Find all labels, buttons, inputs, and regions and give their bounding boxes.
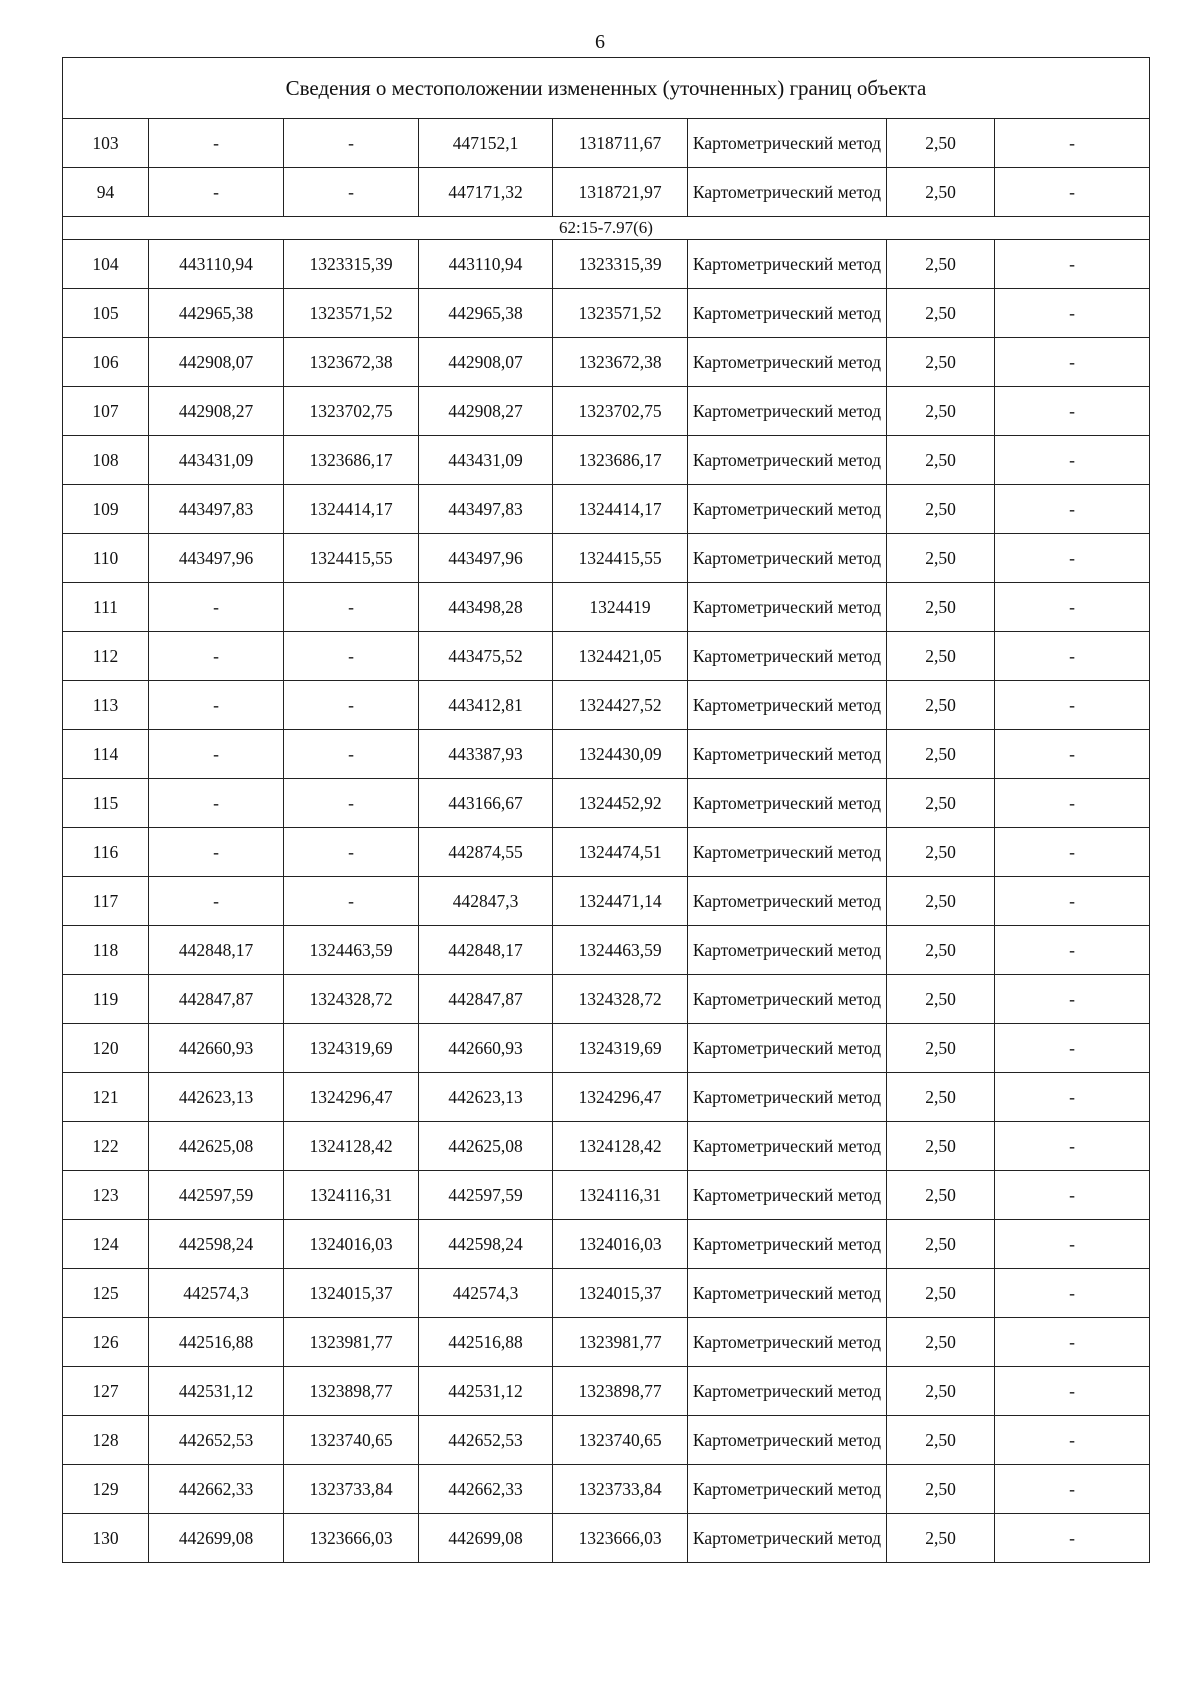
point-number-cell: 114 — [63, 730, 149, 779]
existing-x-cell: 442652,53 — [149, 1416, 284, 1465]
table-row — [63, 583, 1150, 632]
new-x-cell: 443431,09 — [419, 436, 553, 485]
description-cell: - — [995, 1073, 1150, 1122]
new-y-cell: 1323571,52 — [553, 289, 688, 338]
method-cell: Картометрический метод — [688, 779, 887, 828]
existing-x-cell: 443497,83 — [149, 485, 284, 534]
new-y-cell: 1324414,17 — [553, 485, 688, 534]
existing-x-cell: 442662,33 — [149, 1465, 284, 1514]
new-x-cell: 443412,81 — [419, 681, 553, 730]
existing-y-cell: 1324415,55 — [284, 534, 419, 583]
accuracy-cell: 2,50 — [887, 583, 995, 632]
new-x-cell: 443166,67 — [419, 779, 553, 828]
new-y-cell: 1323740,65 — [553, 1416, 688, 1465]
method-cell: Картометрический метод — [688, 730, 887, 779]
table-row — [63, 877, 1150, 926]
existing-y-cell: - — [284, 681, 419, 730]
point-number-cell: 106 — [63, 338, 149, 387]
section-label: 62:15-7.97(6) — [63, 217, 1150, 240]
accuracy-cell: 2,50 — [887, 1269, 995, 1318]
method-cell: Картометрический метод — [688, 1171, 887, 1220]
existing-x-cell: 442516,88 — [149, 1318, 284, 1367]
new-x-cell: 442847,87 — [419, 975, 553, 1024]
description-cell: - — [995, 1024, 1150, 1073]
table-row — [63, 1073, 1150, 1122]
new-x-cell: 442908,07 — [419, 338, 553, 387]
description-cell: - — [995, 1416, 1150, 1465]
existing-x-cell: 442625,08 — [149, 1122, 284, 1171]
new-y-cell: 1324116,31 — [553, 1171, 688, 1220]
table-row — [63, 1220, 1150, 1269]
existing-y-cell: - — [284, 632, 419, 681]
description-cell: - — [995, 338, 1150, 387]
description-cell: - — [995, 534, 1150, 583]
table-row — [63, 387, 1150, 436]
new-y-cell: 1324296,47 — [553, 1073, 688, 1122]
accuracy-cell: 2,50 — [887, 681, 995, 730]
existing-y-cell: - — [284, 168, 419, 217]
point-number-cell: 116 — [63, 828, 149, 877]
new-x-cell: 442965,38 — [419, 289, 553, 338]
table-row — [63, 1465, 1150, 1514]
new-y-cell: 1324463,59 — [553, 926, 688, 975]
page-number: 6 — [595, 31, 605, 53]
table-row — [63, 338, 1150, 387]
existing-x-cell: - — [149, 632, 284, 681]
method-cell: Картометрический метод — [688, 1122, 887, 1171]
new-x-cell: 442531,12 — [419, 1367, 553, 1416]
new-x-cell: 442660,93 — [419, 1024, 553, 1073]
existing-x-cell: 442848,17 — [149, 926, 284, 975]
point-number-cell: 118 — [63, 926, 149, 975]
table-row — [63, 534, 1150, 583]
point-number-cell: 112 — [63, 632, 149, 681]
description-cell: - — [995, 485, 1150, 534]
existing-y-cell: 1323740,65 — [284, 1416, 419, 1465]
method-cell: Картометрический метод — [688, 1465, 887, 1514]
method-cell: Картометрический метод — [688, 436, 887, 485]
existing-y-cell: 1323898,77 — [284, 1367, 419, 1416]
point-number-cell: 109 — [63, 485, 149, 534]
accuracy-cell: 2,50 — [887, 1073, 995, 1122]
new-x-cell: 443497,83 — [419, 485, 553, 534]
method-cell: Картометрический метод — [688, 975, 887, 1024]
existing-y-cell: 1323672,38 — [284, 338, 419, 387]
description-cell: - — [995, 1514, 1150, 1563]
description-cell: - — [995, 632, 1150, 681]
new-x-cell: 442598,24 — [419, 1220, 553, 1269]
table-title-row — [63, 58, 1150, 119]
new-y-cell: 1323981,77 — [553, 1318, 688, 1367]
accuracy-cell: 2,50 — [887, 1318, 995, 1367]
table-row — [63, 1024, 1150, 1073]
method-cell: Картометрический метод — [688, 632, 887, 681]
new-x-cell: 443497,96 — [419, 534, 553, 583]
existing-y-cell: - — [284, 583, 419, 632]
new-x-cell: 442699,08 — [419, 1514, 553, 1563]
table-row — [63, 779, 1150, 828]
existing-x-cell: 443431,09 — [149, 436, 284, 485]
existing-x-cell: - — [149, 168, 284, 217]
accuracy-cell: 2,50 — [887, 1514, 995, 1563]
existing-y-cell: 1323733,84 — [284, 1465, 419, 1514]
description-cell: - — [995, 436, 1150, 485]
method-cell: Картометрический метод — [688, 485, 887, 534]
table-row — [63, 436, 1150, 485]
table-row — [63, 730, 1150, 779]
method-cell: Картометрический метод — [688, 877, 887, 926]
point-number-cell: 120 — [63, 1024, 149, 1073]
description-cell: - — [995, 168, 1150, 217]
new-y-cell: 1318711,67 — [553, 119, 688, 168]
accuracy-cell: 2,50 — [887, 1367, 995, 1416]
method-cell: Картометрический метод — [688, 926, 887, 975]
method-cell: Картометрический метод — [688, 1220, 887, 1269]
new-x-cell: 442848,17 — [419, 926, 553, 975]
point-number-cell: 103 — [63, 119, 149, 168]
description-cell: - — [995, 1269, 1150, 1318]
method-cell: Картометрический метод — [688, 289, 887, 338]
new-x-cell: 447152,1 — [419, 119, 553, 168]
new-y-cell: 1324427,52 — [553, 681, 688, 730]
accuracy-cell: 2,50 — [887, 1465, 995, 1514]
accuracy-cell: 2,50 — [887, 436, 995, 485]
section-header-row — [63, 217, 1150, 240]
table-row — [63, 926, 1150, 975]
new-x-cell: 442662,33 — [419, 1465, 553, 1514]
new-y-cell: 1324319,69 — [553, 1024, 688, 1073]
table-body — [63, 58, 1150, 1563]
new-x-cell: 442652,53 — [419, 1416, 553, 1465]
accuracy-cell: 2,50 — [887, 926, 995, 975]
point-number-cell: 130 — [63, 1514, 149, 1563]
existing-x-cell: - — [149, 681, 284, 730]
accuracy-cell: 2,50 — [887, 730, 995, 779]
existing-y-cell: 1324463,59 — [284, 926, 419, 975]
point-number-cell: 111 — [63, 583, 149, 632]
description-cell: - — [995, 1122, 1150, 1171]
new-x-cell: 442623,13 — [419, 1073, 553, 1122]
table-row — [63, 828, 1150, 877]
existing-y-cell: 1324319,69 — [284, 1024, 419, 1073]
existing-x-cell: 442908,27 — [149, 387, 284, 436]
accuracy-cell: 2,50 — [887, 779, 995, 828]
point-number-cell: 107 — [63, 387, 149, 436]
description-cell: - — [995, 926, 1150, 975]
method-cell: Картометрический метод — [688, 168, 887, 217]
new-y-cell: 1324128,42 — [553, 1122, 688, 1171]
existing-y-cell: 1323702,75 — [284, 387, 419, 436]
existing-y-cell: 1324128,42 — [284, 1122, 419, 1171]
table-row — [63, 1171, 1150, 1220]
new-x-cell: 443110,94 — [419, 240, 553, 289]
accuracy-cell: 2,50 — [887, 1220, 995, 1269]
accuracy-cell: 2,50 — [887, 289, 995, 338]
new-y-cell: 1323315,39 — [553, 240, 688, 289]
existing-x-cell: 442597,59 — [149, 1171, 284, 1220]
accuracy-cell: 2,50 — [887, 534, 995, 583]
new-y-cell: 1324419 — [553, 583, 688, 632]
new-y-cell: 1324415,55 — [553, 534, 688, 583]
point-number-cell: 127 — [63, 1367, 149, 1416]
accuracy-cell: 2,50 — [887, 338, 995, 387]
existing-x-cell: 442531,12 — [149, 1367, 284, 1416]
point-number-cell: 129 — [63, 1465, 149, 1514]
description-cell: - — [995, 1367, 1150, 1416]
point-number-cell: 122 — [63, 1122, 149, 1171]
existing-x-cell: 442847,87 — [149, 975, 284, 1024]
table-row — [63, 1514, 1150, 1563]
point-number-cell: 113 — [63, 681, 149, 730]
description-cell: - — [995, 1318, 1150, 1367]
description-cell: - — [995, 119, 1150, 168]
accuracy-cell: 2,50 — [887, 1122, 995, 1171]
new-y-cell: 1324471,14 — [553, 877, 688, 926]
point-number-cell: 104 — [63, 240, 149, 289]
table-row — [63, 975, 1150, 1024]
table-row — [63, 1122, 1150, 1171]
existing-x-cell: 442660,93 — [149, 1024, 284, 1073]
new-x-cell: 443475,52 — [419, 632, 553, 681]
description-cell: - — [995, 877, 1150, 926]
method-cell: Картометрический метод — [688, 1269, 887, 1318]
new-y-cell: 1324474,51 — [553, 828, 688, 877]
point-number-cell: 117 — [63, 877, 149, 926]
accuracy-cell: 2,50 — [887, 1024, 995, 1073]
existing-x-cell: 442598,24 — [149, 1220, 284, 1269]
accuracy-cell: 2,50 — [887, 975, 995, 1024]
method-cell: Картометрический метод — [688, 387, 887, 436]
table-row — [63, 1318, 1150, 1367]
new-y-cell: 1324015,37 — [553, 1269, 688, 1318]
method-cell: Картометрический метод — [688, 1416, 887, 1465]
description-cell: - — [995, 387, 1150, 436]
point-number-cell: 125 — [63, 1269, 149, 1318]
method-cell: Картометрический метод — [688, 240, 887, 289]
table-row — [63, 240, 1150, 289]
accuracy-cell: 2,50 — [887, 1171, 995, 1220]
existing-y-cell: 1323981,77 — [284, 1318, 419, 1367]
new-y-cell: 1318721,97 — [553, 168, 688, 217]
new-x-cell: 447171,32 — [419, 168, 553, 217]
point-number-cell: 110 — [63, 534, 149, 583]
existing-y-cell: 1323666,03 — [284, 1514, 419, 1563]
existing-y-cell: 1324016,03 — [284, 1220, 419, 1269]
existing-y-cell: 1324414,17 — [284, 485, 419, 534]
existing-y-cell: - — [284, 877, 419, 926]
method-cell: Картометрический метод — [688, 119, 887, 168]
existing-x-cell: 442699,08 — [149, 1514, 284, 1563]
table-title: Сведения о местоположении измененных (уточненных) границ объекта — [63, 58, 1150, 119]
new-x-cell: 442516,88 — [419, 1318, 553, 1367]
existing-y-cell: - — [284, 119, 419, 168]
new-x-cell: 442597,59 — [419, 1171, 553, 1220]
table-row — [63, 1416, 1150, 1465]
method-cell: Картометрический метод — [688, 1514, 887, 1563]
table-row — [63, 119, 1150, 168]
existing-x-cell: - — [149, 730, 284, 779]
new-y-cell: 1323686,17 — [553, 436, 688, 485]
existing-x-cell: 442623,13 — [149, 1073, 284, 1122]
description-cell: - — [995, 289, 1150, 338]
description-cell: - — [995, 779, 1150, 828]
new-x-cell: 442874,55 — [419, 828, 553, 877]
accuracy-cell: 2,50 — [887, 387, 995, 436]
description-cell: - — [995, 1171, 1150, 1220]
table-row — [63, 1367, 1150, 1416]
description-cell: - — [995, 583, 1150, 632]
new-y-cell: 1323672,38 — [553, 338, 688, 387]
new-x-cell: 442574,3 — [419, 1269, 553, 1318]
existing-y-cell: 1324015,37 — [284, 1269, 419, 1318]
new-x-cell: 442625,08 — [419, 1122, 553, 1171]
new-y-cell: 1323733,84 — [553, 1465, 688, 1514]
existing-x-cell: 443110,94 — [149, 240, 284, 289]
new-y-cell: 1323666,03 — [553, 1514, 688, 1563]
existing-x-cell: 442965,38 — [149, 289, 284, 338]
point-number-cell: 128 — [63, 1416, 149, 1465]
table-row — [63, 681, 1150, 730]
existing-y-cell: - — [284, 779, 419, 828]
existing-y-cell: 1324328,72 — [284, 975, 419, 1024]
method-cell: Картометрический метод — [688, 1073, 887, 1122]
existing-x-cell: - — [149, 779, 284, 828]
table-row — [63, 485, 1150, 534]
accuracy-cell: 2,50 — [887, 119, 995, 168]
description-cell: - — [995, 975, 1150, 1024]
new-y-cell: 1324328,72 — [553, 975, 688, 1024]
boundary-coordinates-table — [62, 57, 1150, 1563]
accuracy-cell: 2,50 — [887, 877, 995, 926]
existing-x-cell: 442908,07 — [149, 338, 284, 387]
table-row — [63, 289, 1150, 338]
table-row — [63, 1269, 1150, 1318]
existing-y-cell: 1323571,52 — [284, 289, 419, 338]
description-cell: - — [995, 1220, 1150, 1269]
description-cell: - — [995, 240, 1150, 289]
existing-y-cell: 1323686,17 — [284, 436, 419, 485]
existing-y-cell: - — [284, 730, 419, 779]
existing-y-cell: 1324296,47 — [284, 1073, 419, 1122]
new-x-cell: 442847,3 — [419, 877, 553, 926]
method-cell: Картометрический метод — [688, 1024, 887, 1073]
new-y-cell: 1324452,92 — [553, 779, 688, 828]
accuracy-cell: 2,50 — [887, 168, 995, 217]
new-y-cell: 1324430,09 — [553, 730, 688, 779]
point-number-cell: 115 — [63, 779, 149, 828]
method-cell: Картометрический метод — [688, 828, 887, 877]
method-cell: Картометрический метод — [688, 583, 887, 632]
point-number-cell: 108 — [63, 436, 149, 485]
existing-y-cell: - — [284, 828, 419, 877]
new-y-cell: 1324421,05 — [553, 632, 688, 681]
existing-y-cell: 1323315,39 — [284, 240, 419, 289]
existing-x-cell: 442574,3 — [149, 1269, 284, 1318]
method-cell: Картометрический метод — [688, 1367, 887, 1416]
new-y-cell: 1323898,77 — [553, 1367, 688, 1416]
description-cell: - — [995, 681, 1150, 730]
accuracy-cell: 2,50 — [887, 632, 995, 681]
existing-x-cell: - — [149, 877, 284, 926]
existing-x-cell: - — [149, 119, 284, 168]
table-row — [63, 632, 1150, 681]
method-cell: Картометрический метод — [688, 338, 887, 387]
existing-x-cell: 443497,96 — [149, 534, 284, 583]
existing-x-cell: - — [149, 583, 284, 632]
new-y-cell: 1324016,03 — [553, 1220, 688, 1269]
point-number-cell: 123 — [63, 1171, 149, 1220]
accuracy-cell: 2,50 — [887, 485, 995, 534]
existing-x-cell: - — [149, 828, 284, 877]
point-number-cell: 126 — [63, 1318, 149, 1367]
point-number-cell: 119 — [63, 975, 149, 1024]
point-number-cell: 124 — [63, 1220, 149, 1269]
description-cell: - — [995, 1465, 1150, 1514]
description-cell: - — [995, 730, 1150, 779]
new-x-cell: 443498,28 — [419, 583, 553, 632]
method-cell: Картометрический метод — [688, 1318, 887, 1367]
accuracy-cell: 2,50 — [887, 828, 995, 877]
new-x-cell: 443387,93 — [419, 730, 553, 779]
new-x-cell: 442908,27 — [419, 387, 553, 436]
method-cell: Картометрический метод — [688, 681, 887, 730]
existing-y-cell: 1324116,31 — [284, 1171, 419, 1220]
new-y-cell: 1323702,75 — [553, 387, 688, 436]
point-number-cell: 121 — [63, 1073, 149, 1122]
method-cell: Картометрический метод — [688, 534, 887, 583]
description-cell: - — [995, 828, 1150, 877]
accuracy-cell: 2,50 — [887, 1416, 995, 1465]
point-number-cell: 94 — [63, 168, 149, 217]
accuracy-cell: 2,50 — [887, 240, 995, 289]
point-number-cell: 105 — [63, 289, 149, 338]
table-row — [63, 168, 1150, 217]
